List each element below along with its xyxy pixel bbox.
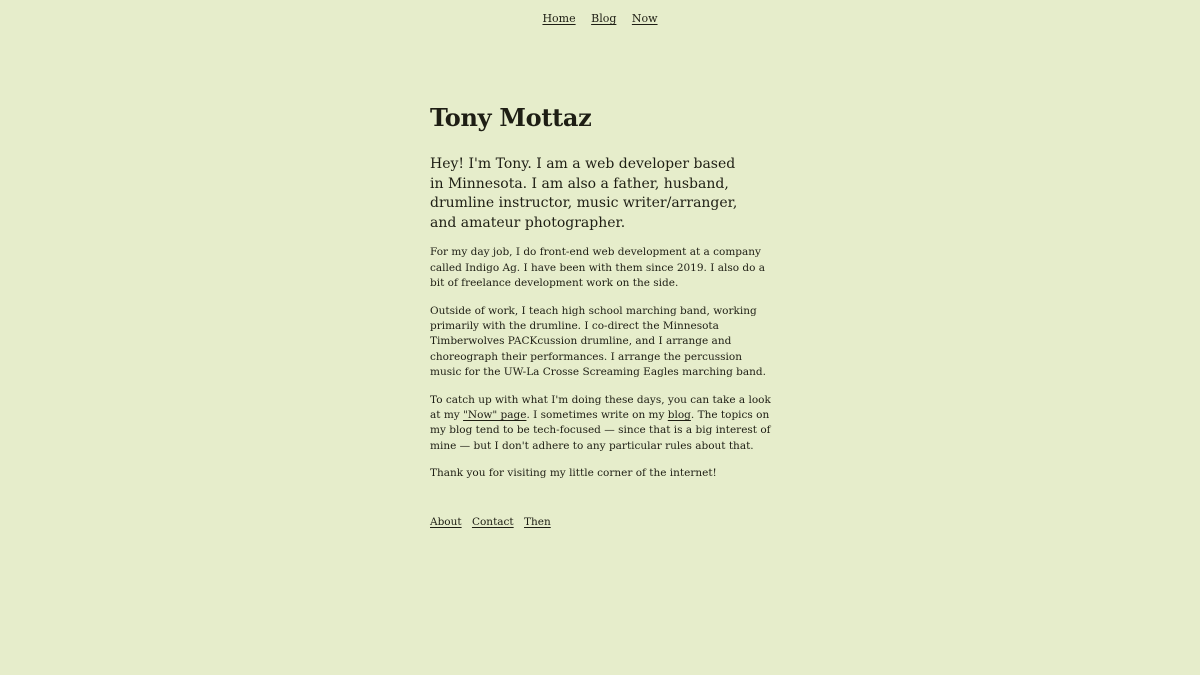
catch-up-text-middle: . I sometimes write on my: [526, 409, 668, 422]
intro-lead: Hey! I'm Tony. I am a web developer based in Minnesota. I am also a father, husband, drumline instructor, music writer/arranger, and amateur photographer.: [430, 156, 738, 231]
thanks-paragraph: Thank you for visiting my little corner of the internet!: [430, 467, 717, 480]
catch-up-text-end: . The topics on my blog tend to be tech-focused — since that is a big interest of mine — but I don't adhere to any particular rules about that.: [430, 409, 771, 452]
now-page-link[interactable]: "Now" page: [463, 409, 527, 422]
page-title: Tony Mottaz: [430, 103, 592, 132]
nav-link-now[interactable]: Now: [631, 12, 658, 25]
nav-link-home[interactable]: Home: [542, 12, 576, 25]
footer-link-then[interactable]: Then: [524, 515, 551, 528]
footer-link-contact[interactable]: Contact: [471, 515, 514, 528]
day-job-paragraph: For my day job, I do front-end web development at a company called Indigo Ag. I have been with them since 2019. I also do a bit of freelance development work on the side.: [430, 246, 766, 290]
blog-link[interactable]: blog: [667, 409, 691, 422]
music-paragraph: Outside of work, I teach high school marching band, working primarily with the drumline. I co-direct the Minnesota Timberwolves PACKcussion drumline, and I arrange and choreograph their performances. I arrange the percussion music for the UW-La Crosse Screaming Eagles marching band.: [430, 304, 766, 379]
footer-link-about[interactable]: About: [430, 515, 462, 528]
nav-link-blog[interactable]: Blog: [591, 12, 617, 25]
top-nav: [0, 12, 1200, 25]
footer-nav: [430, 516, 775, 528]
catch-up-text-start: To catch up with what I'm doing these days, you can take a look at my: [430, 393, 771, 422]
main-content: [430, 100, 775, 528]
catch-up-paragraph: [430, 393, 775, 455]
